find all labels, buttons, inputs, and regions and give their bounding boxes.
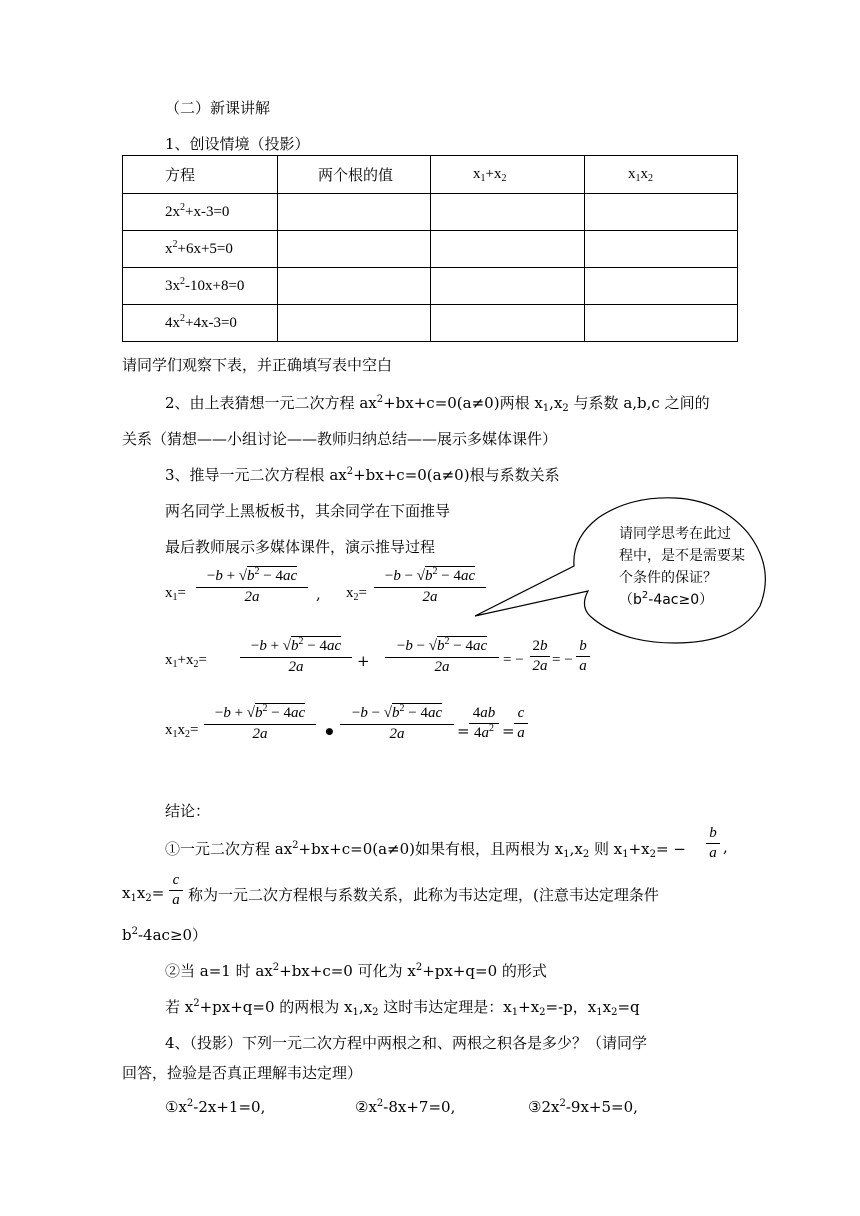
sum-frac-1: $\frac{-b + √b^2 - 4ac}{2a}$: [240, 638, 352, 676]
conclusion-title: 结论：: [165, 802, 211, 820]
prod-frac-4ab: 4ab $4a^2$: [469, 705, 499, 742]
conclusion-2: ②当 a=1 时 $ax^2+bx+c=0$ 可化为 $x^2+px+q=0$ 的形式: [165, 962, 547, 980]
product-label: $x_1x_2=$: [165, 722, 199, 740]
cell-roots: [278, 268, 431, 305]
conclusion-comma: ,: [723, 838, 728, 856]
sum-frac-2b: 2b 2a: [530, 638, 550, 675]
row-equation: $x^2+6x+5=0$: [123, 231, 278, 268]
sum-eq-2: = −: [552, 652, 573, 668]
bubble-line4: $(b^2-4ac\ge 0)$: [619, 590, 714, 608]
row-equation: $3x^2-10x+8=0$: [123, 268, 278, 305]
step4-line2: 回答，捡验是否真正理解韦达定理）: [122, 1064, 363, 1082]
step3-line-a: 两名同学上黑板板书，其余同学在下面推导: [165, 502, 451, 520]
cell-sum: [431, 268, 585, 305]
conclusion-3: 若 $x^2+px+q=0$ 的两根为 $x_1,x_2$ 这时韦达定理是：$x_1+x_2=-p$，$x_1x_2=q$: [165, 998, 640, 1018]
conclusion-frac-c: c a: [169, 872, 183, 909]
header-equation: 方程: [123, 156, 278, 194]
step3-line-b: 最后教师展示多媒体课件，演示推导过程: [165, 538, 436, 556]
cell-roots: [278, 305, 431, 342]
section-title: （二）新课讲解: [165, 99, 271, 117]
header-roots: 两个根的值: [278, 156, 431, 194]
bubble-line2: 程中，是不是需要某: [619, 548, 745, 564]
cell-sum: [431, 194, 585, 231]
cell-product: [585, 231, 738, 268]
comma: ,: [316, 585, 321, 603]
conclusion-1-line1: ①一元二次方程 $ax^2+bx+c=0(a\ne 0)$如果有根，且两根为 $x_1,x_2$ 则 $x_1+x_2=$ −: [165, 840, 686, 860]
x1-fraction: $\frac{-b + √b^2 - 4ac}{2a}$: [196, 568, 308, 606]
prod-eq-2: =: [502, 722, 515, 740]
cell-roots: [278, 231, 431, 268]
conclusion-1-line2b: 称为一元二次方程根与系数关系，此称为韦达定理，(注意韦达定理条件: [188, 886, 659, 904]
sum-frac-2: $\frac{-b - √b^2 - 4ac}{2a}$: [385, 638, 499, 676]
prod-frac-c: c a: [514, 705, 528, 742]
bubble-line1: 请同学思考在此过: [619, 526, 731, 542]
cell-product: [585, 268, 738, 305]
dot-sign: •: [323, 720, 336, 744]
table-instruction: 请同学们观察下表，并正确填写表中空白: [122, 356, 393, 374]
cell-product: [585, 194, 738, 231]
x2-label: $x_2=$: [346, 585, 367, 603]
table-header-row: [123, 156, 738, 194]
cell-roots: [278, 194, 431, 231]
sum-eq-1: = −: [503, 652, 524, 668]
prod-frac-2: $\frac{-b - √b^2 - 4ac}{2a}$: [340, 705, 454, 743]
bubble-line3: 个条件的保证？: [619, 570, 717, 586]
table-row: [123, 305, 738, 342]
cell-sum: [431, 305, 585, 342]
sum-frac-b: b a: [576, 638, 590, 675]
step4-line1: 4、（投影）下列一元二次方程中两根之和、两根之积各是多少？（请同学: [165, 1034, 648, 1052]
cell-sum: [431, 231, 585, 268]
sum-label: $x_1+x_2=$: [165, 652, 207, 670]
header-sum: $x_1+x_2$: [431, 156, 585, 194]
prod-frac-1: $\frac{-b + √b^2 - 4ac}{2a}$: [204, 705, 316, 743]
roots-table: [122, 155, 738, 342]
cell-product: [585, 305, 738, 342]
row-equation: $2x^2+x-3=0$: [123, 194, 278, 231]
table-row: [123, 268, 738, 305]
exercise-1: $①x^2-2x+1=0$,: [165, 1098, 266, 1116]
x2-fraction: $\frac{-b - √b^2 - 4ac}{2a}$: [374, 568, 486, 606]
step1-heading: 1、创设情境（投影）: [165, 135, 310, 153]
x1-label: $x_1=$: [165, 585, 186, 603]
table-row: [123, 194, 738, 231]
step2-line2: 关系（猜想——小组讨论——教师归纳总结——展示多媒体课件）: [122, 430, 558, 448]
table-row: [123, 231, 738, 268]
prod-eq-1: =: [457, 722, 470, 740]
header-product: $x_1x_2$: [585, 156, 738, 194]
row-equation: $4x^2+4x-3=0$: [123, 305, 278, 342]
conclusion-1-line2a: $x_1x_2=$: [122, 884, 165, 904]
step2-line1: 2、由上表猜想一元二次方程 $ax^2+bx+c=0(a\ne 0)$两根 $x_1,x_2$ 与系数 a,b,c 之间的: [165, 394, 710, 414]
conclusion-1-line3: $b^2-4ac\ge 0$）: [122, 926, 208, 944]
exercise-2: $②x^2-8x+7=0$,: [355, 1098, 456, 1116]
conclusion-frac-b: b a: [706, 825, 720, 862]
exercise-3: $③2x^2-9x+5=0$,: [528, 1098, 638, 1116]
plus-sign: +: [357, 652, 370, 670]
step3-heading: 3、推导一元二次方程根 $ax^2+bx+c=0(a\ne 0)$根与系数关系: [165, 466, 560, 484]
